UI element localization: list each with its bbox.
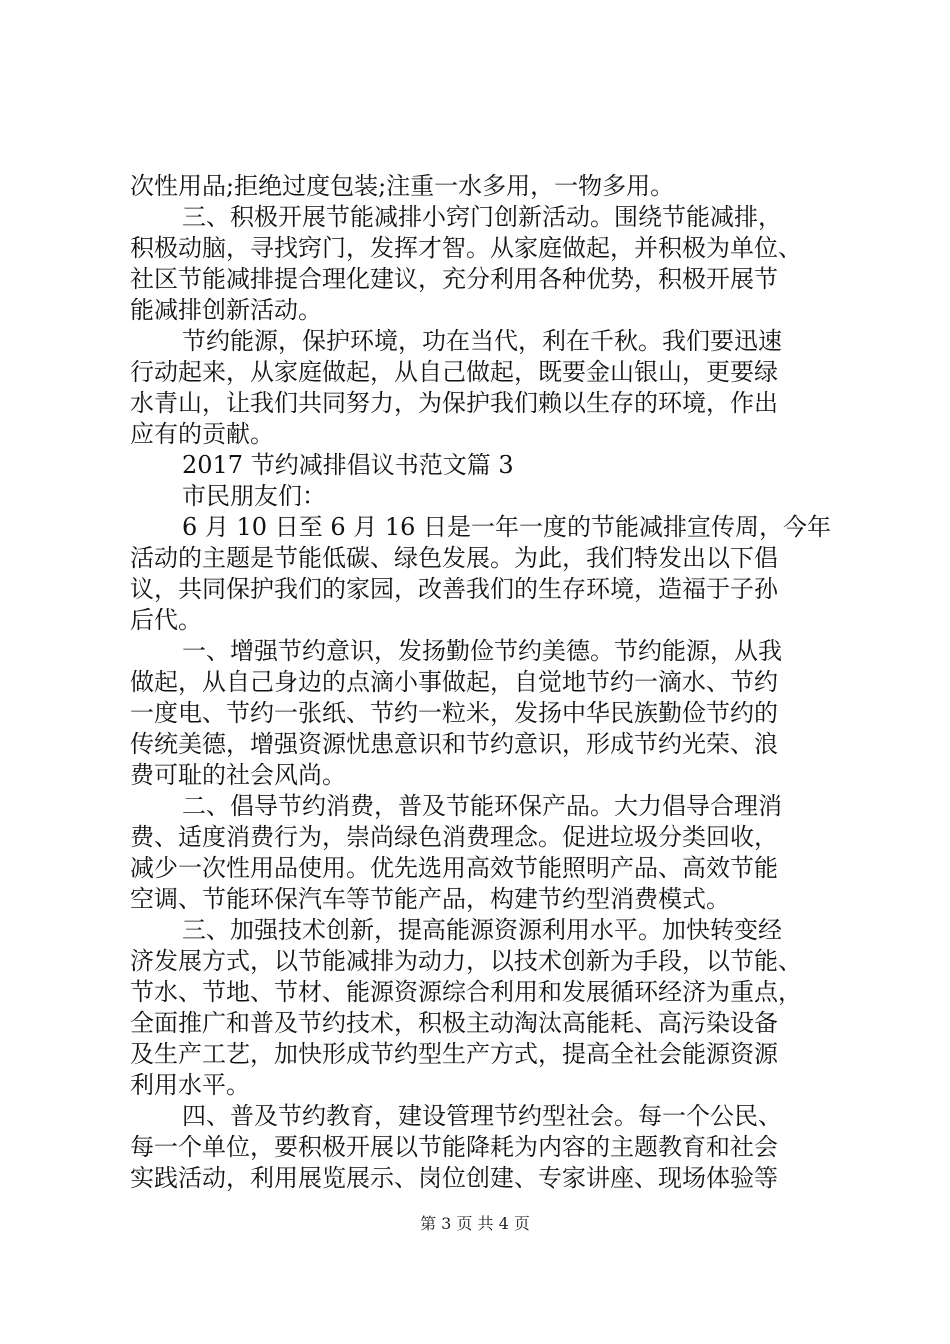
text-line: 四、普及节约教育，建设管理节约型社会。每一个公民、 xyxy=(182,1102,782,1130)
text-line: 三、加强技术创新，提高能源资源利用水平。加快转变经 xyxy=(182,916,782,944)
text-line: 一度电、节约一张纸、节约一粒米，发扬中华民族勤俭节约的 xyxy=(130,699,778,727)
text-line: 行动起来，从家庭做起，从自己做起，既要金山银山，更要绿 xyxy=(130,358,778,386)
text-line: 传统美德，增强资源忧患意识和节约意识，形成节约光荣、浪 xyxy=(130,730,778,758)
text-line: 费、适度消费行为，崇尚绿色消费理念。促进垃圾分类回收， xyxy=(130,823,778,851)
text-line: 能减排创新活动。 xyxy=(130,296,322,324)
text-line: 应有的贡献。 xyxy=(130,420,274,448)
text-line: 6 月 10 日至 6 月 16 日是一年一度的节能减排宣传周，今年 xyxy=(182,513,832,541)
text-line: 实践活动，利用展览展示、岗位创建、专家讲座、现场体验等 xyxy=(130,1164,778,1192)
text-line: 后代。 xyxy=(130,606,202,634)
text-line: 社区节能减排提合理化建议，充分利用各种优势，积极开展节 xyxy=(130,265,778,293)
text-line: 节约能源，保护环境，功在当代，利在千秋。我们要迅速 xyxy=(182,327,782,355)
text-line: 及生产工艺，加快形成节约型生产方式，提高全社会能源资源 xyxy=(130,1040,778,1068)
text-line: 济发展方式，以节能减排为动力，以技术创新为手段，以节能、 xyxy=(130,947,802,975)
text-line: 活动的主题是节能低碳、绿色发展。为此，我们特发出以下倡 xyxy=(130,544,778,572)
text-line: 二、倡导节约消费，普及节能环保产品。大力倡导合理消 xyxy=(182,792,782,820)
section-heading: 2017 节约减排倡议书范文篇 3 xyxy=(182,451,514,479)
salutation: 市民朋友们： xyxy=(182,482,326,510)
page-number-footer: 第 3 页 共 4 页 xyxy=(420,1214,530,1233)
text-line: 空调、节能环保汽车等节能产品，构建节约型消费模式。 xyxy=(130,885,730,913)
text-line: 做起，从自己身边的点滴小事做起，自觉地节约一滴水、节约 xyxy=(130,668,778,696)
text-line: 议，共同保护我们的家园，改善我们的生存环境，造福于子孙 xyxy=(130,575,778,603)
text-line: 积极动脑，寻找窍门，发挥才智。从家庭做起，并积极为单位、 xyxy=(130,234,802,262)
text-line: 每一个单位，要积极开展以节能降耗为内容的主题教育和社会 xyxy=(130,1133,778,1161)
text-line: 一、增强节约意识，发扬勤俭节约美德。节约能源，从我 xyxy=(182,637,782,665)
text-line: 全面推广和普及节约技术，积极主动淘汰高能耗、高污染设备 xyxy=(130,1009,778,1037)
text-line: 减少一次性用品使用。优先选用高效节能照明产品、高效节能 xyxy=(130,854,778,882)
text-line: 费可耻的社会风尚。 xyxy=(130,761,346,789)
text-line: 次性用品;拒绝过度包装;注重一水多用，一物多用。 xyxy=(130,172,675,200)
text-line: 利用水平。 xyxy=(130,1071,250,1099)
text-line: 三、积极开展节能减排小窍门创新活动。围绕节能减排， xyxy=(182,203,782,231)
text-line: 水青山，让我们共同努力，为保护我们赖以生存的环境，作出 xyxy=(130,389,778,417)
text-line: 节水、节地、节材、能源资源综合利用和发展循环经济为重点， xyxy=(130,978,802,1006)
